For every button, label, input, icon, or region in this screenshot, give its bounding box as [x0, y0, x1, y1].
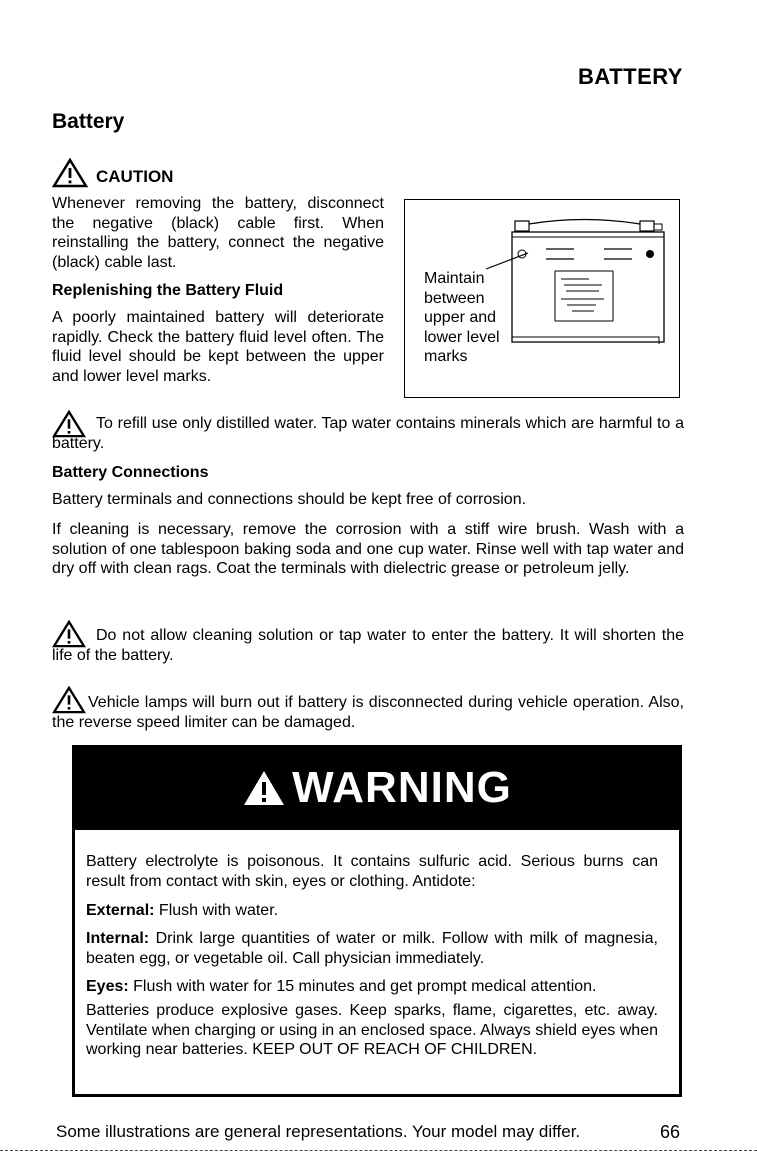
- note-cleaning: Do not allow cleaning solution or tap water to enter the battery. It will shorten the life of the battery.: [52, 627, 684, 664]
- bottom-divider: [0, 1150, 757, 1152]
- connections-heading: Battery Connections: [52, 464, 209, 481]
- caption-line: upper and: [424, 309, 497, 326]
- external-label: External:: [86, 902, 155, 919]
- internal-text: Drink large quantities of water or milk. Follow with milk of magnesia, beaten egg, or vegetable oil. Call physician immediately.: [86, 930, 658, 967]
- footer-disclaimer: Some illustrations are general representations. Your model may differ.: [56, 1122, 581, 1141]
- replenishing-heading: Replenishing the Battery Fluid: [52, 282, 284, 299]
- external-text: Flush with water.: [158, 902, 279, 919]
- caution-heading: [52, 158, 173, 188]
- note-distilled-water: To refill use only distilled water. Tap water contains minerals which are harmful to a battery.: [52, 415, 684, 452]
- warning-header: [72, 745, 682, 830]
- internal-label: Internal:: [86, 930, 150, 947]
- eyes-label: Eyes:: [86, 978, 129, 995]
- warning-closing: Batteries produce explosive gases. Keep sparks, flame, cigarettes, etc. away. Ventilate when charging or using in an enclosed space. Always shield eyes when working near batteries. KEEP OUT OF REACH OF CHILDREN.: [86, 1002, 658, 1058]
- warning-triangle-icon: [242, 769, 286, 807]
- caution-text: Whenever removing the battery, disconnect the negative (black) cable first. When reinstalling the battery, connect the negative (black) cable last.: [52, 195, 384, 271]
- caution-label: CAUTION: [96, 167, 174, 186]
- connections-text-2: If cleaning is necessary, remove the corrosion with a stiff wire brush. Wash with a solution of one tablespoon baking soda and one cup water. Rinse well with tap water and dry off with clean rags. Coat the terminals with dielectric grease or petroleum jelly.: [52, 521, 684, 577]
- warning-internal: [86, 929, 658, 968]
- replenishing-text: A poorly maintained battery will deteriorate rapidly. Check the battery fluid level often. The fluid level should be kept between the upper and lower level marks.: [52, 309, 384, 385]
- caption-line: marks: [424, 348, 468, 365]
- warning-eyes: [86, 977, 658, 997]
- caption-line: Maintain: [424, 270, 485, 287]
- figure-caption: [424, 269, 500, 367]
- warning-triangle-icon: [52, 158, 88, 188]
- section-header: BATTERY: [578, 64, 683, 89]
- caption-line: between: [424, 289, 485, 307]
- warning-external: [86, 901, 658, 921]
- caption-line: lower level: [424, 328, 500, 346]
- eyes-text: Flush with water for 15 minutes and get prompt medical attention.: [133, 978, 597, 995]
- warning-title: WARNING: [292, 762, 512, 812]
- note-lamps: Vehicle lamps will burn out if battery is disconnected during vehicle operation. Also, the reverse speed limiter can be damaged.: [52, 694, 684, 731]
- connections-text-1: Battery terminals and connections should be kept free of corrosion.: [52, 491, 527, 508]
- warning-intro: Battery electrolyte is poisonous. It contains sulfuric acid. Serious burns can result from contact with skin, eyes or clothing. Antidote:: [86, 853, 658, 890]
- page-number: 66: [660, 1122, 681, 1142]
- page-heading: Battery: [52, 110, 125, 133]
